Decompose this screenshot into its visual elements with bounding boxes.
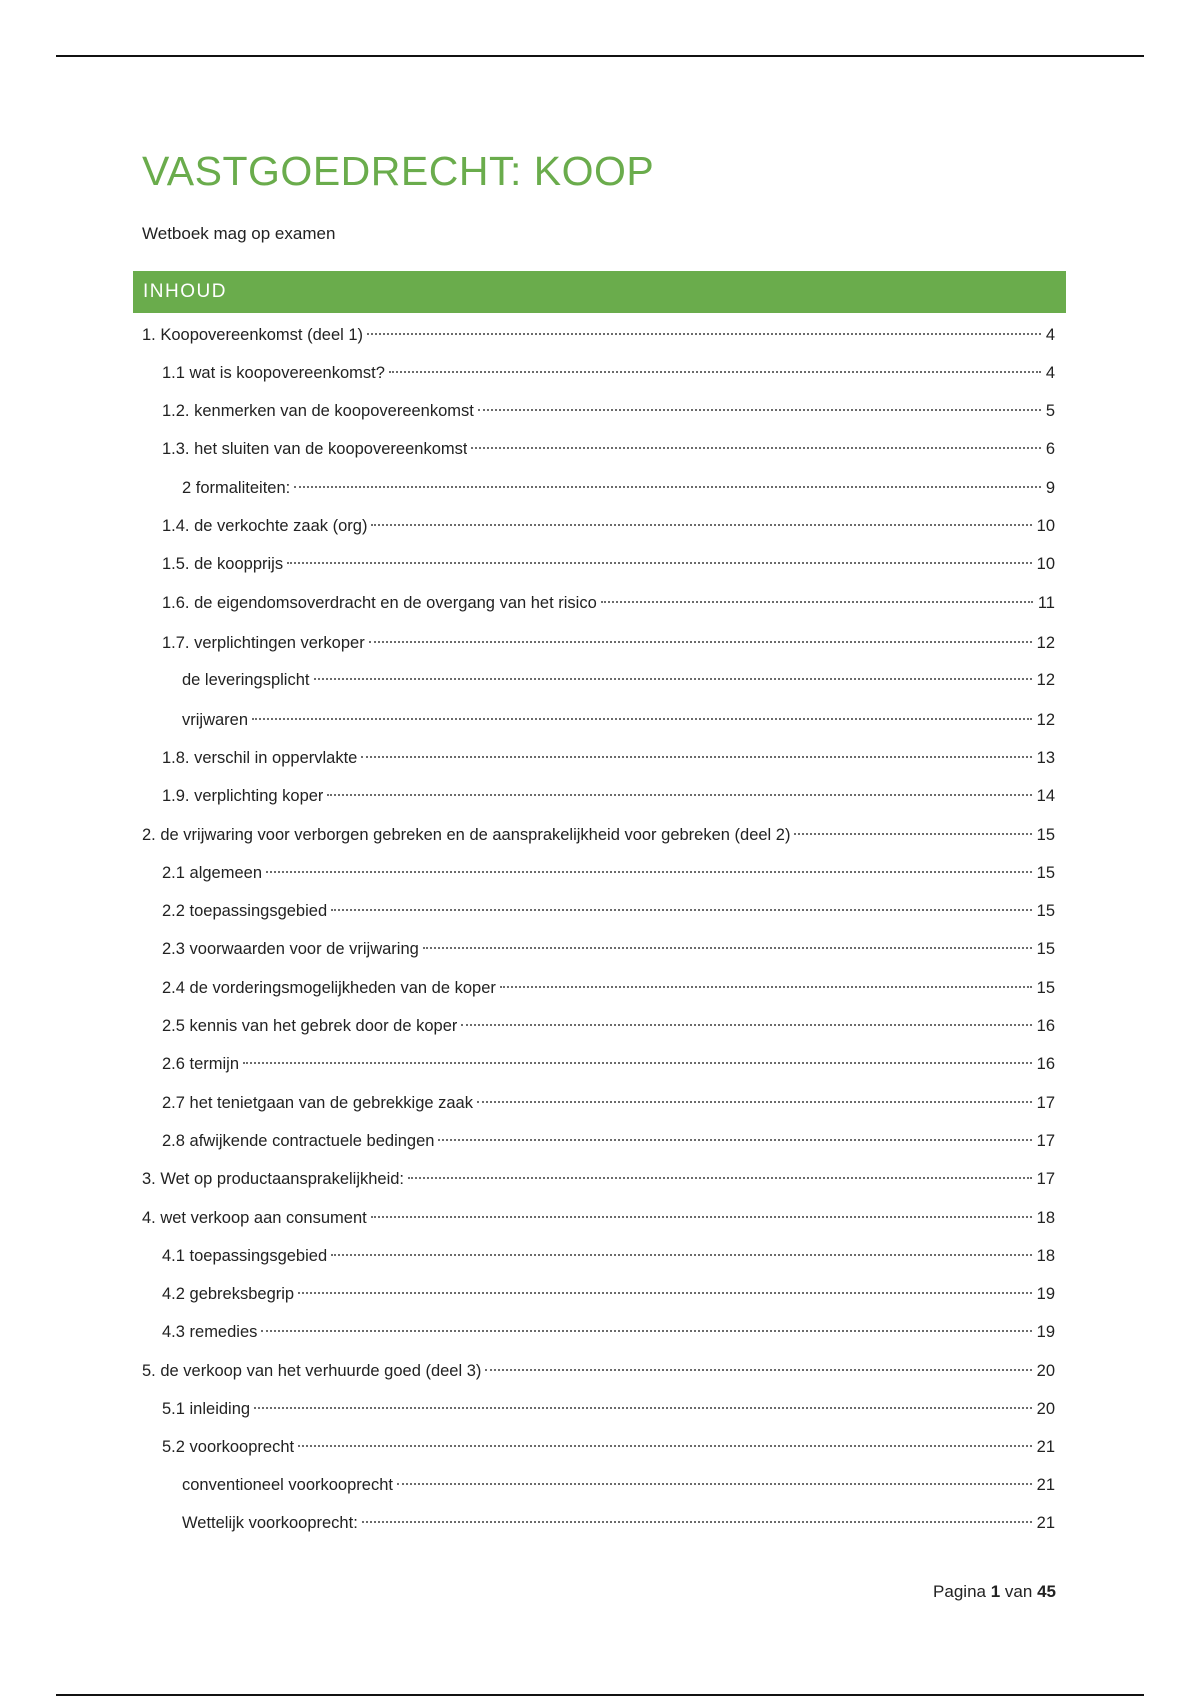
toc-entry-label: 2.6 termijn (162, 1055, 240, 1073)
toc-entry-page: 17 (1036, 1132, 1055, 1150)
toc-entry-label: 2.8 afwijkende contractuele bedingen (162, 1132, 435, 1150)
toc-entry-label: 1.8. verschil in oppervlakte (162, 749, 358, 767)
toc-dot-leader (423, 947, 1032, 949)
toc-entry-label: 2.2 toepassingsgebied (162, 902, 328, 920)
toc-dot-leader (371, 1216, 1032, 1218)
toc-dot-leader (362, 1521, 1032, 1523)
toc-dot-leader (331, 909, 1032, 911)
toc-entry-page: 17 (1036, 1094, 1055, 1112)
toc-dot-leader (478, 409, 1041, 411)
toc-entry-page: 10 (1036, 555, 1055, 573)
toc-entry-label: 2.5 kennis van het gebrek door de koper (162, 1017, 458, 1035)
toc-entry-page: 16 (1036, 1055, 1055, 1073)
toc-entry-label: 2.7 het tenietgaan van de gebrekkige zaak (162, 1094, 473, 1112)
toc-entry-page: 19 (1036, 1323, 1055, 1341)
toc-entry-label: Wettelijk voorkooprecht: (182, 1514, 358, 1532)
toc-entry-page: 9 (1045, 479, 1055, 497)
toc-dot-leader (252, 718, 1032, 720)
toc-dot-leader (367, 333, 1041, 335)
toc-dot-leader (298, 1445, 1032, 1447)
toc-entry[interactable] (162, 1319, 1055, 1345)
toc-dot-leader (243, 1062, 1032, 1064)
toc-dot-leader (294, 486, 1041, 488)
toc-entry[interactable] (162, 1434, 1055, 1460)
toc-entry-page: 4 (1045, 326, 1055, 344)
toc-entry-page: 12 (1036, 711, 1055, 729)
toc-entry-label: 1. Koopovereenkomst (deel 1) (142, 326, 364, 344)
footer-prefix: Pagina (933, 1582, 986, 1601)
toc-entry-label: 2. de vrijwaring voor verborgen gebreken en de aansprakelijkheid voor gebreken (deel 2) (142, 826, 791, 844)
toc-entry-label: 2.4 de vorderingsmogelijkheden van de koper (162, 979, 496, 997)
toc-entry-page: 6 (1045, 440, 1055, 458)
toc-entry-label: 2 formaliteiten: (182, 479, 291, 497)
toc-entry-label: 1.5. de koopprijs (162, 555, 284, 573)
toc-entry-page: 4 (1045, 364, 1055, 382)
toc-entry-label: 1.9. verplichting koper (162, 787, 324, 805)
toc-dot-leader (485, 1369, 1031, 1371)
toc-dot-leader (361, 756, 1031, 758)
toc-entry-label: conventioneel voorkooprecht (182, 1476, 393, 1494)
toc-dot-leader (314, 678, 1032, 680)
toc-entry-page: 15 (1036, 864, 1055, 882)
toc-entry-page: 15 (1036, 940, 1055, 958)
toc-entry-label: 1.4. de verkochte zaak (org) (162, 517, 368, 535)
toc-dot-leader (287, 562, 1032, 564)
toc-dot-leader (389, 371, 1041, 373)
toc-dot-leader (371, 524, 1031, 526)
footer-separator: van (1004, 1582, 1033, 1601)
toc-dot-leader (266, 871, 1032, 873)
toc-entry-page: 13 (1036, 749, 1055, 767)
toc-dot-leader (794, 833, 1031, 835)
toc-entry[interactable] (162, 551, 1055, 577)
toc-entry[interactable] (182, 1472, 1055, 1498)
toc-entry-page: 16 (1036, 1017, 1055, 1035)
toc-entry-label: 2.3 voorwaarden voor de vrijwaring (162, 940, 419, 958)
toc-entry-page: 17 (1036, 1170, 1055, 1188)
toc-entry[interactable] (162, 745, 1055, 771)
toc-entry[interactable] (182, 475, 1055, 501)
toc-entry[interactable] (162, 783, 1055, 809)
toc-entry[interactable] (162, 1243, 1055, 1269)
toc-dot-leader (254, 1407, 1032, 1409)
toc-entry[interactable] (142, 1358, 1055, 1384)
toc-entry-page: 20 (1036, 1362, 1055, 1380)
footer-total-pages: 45 (1037, 1582, 1056, 1601)
toc-entry-label: 4. wet verkoop aan consument (142, 1209, 367, 1227)
toc-entry-label: 3. Wet op productaansprakelijkheid: (142, 1170, 405, 1188)
toc-entry-page: 18 (1036, 1209, 1055, 1227)
toc-entry-label: 2.1 algemeen (162, 864, 262, 882)
toc-entry-page: 15 (1036, 979, 1055, 997)
toc-entry-label: 5.2 voorkooprecht (162, 1438, 295, 1456)
toc-entry-label: 1.2. kenmerken van de koopovereenkomst (162, 402, 474, 420)
toc-entry[interactable] (162, 936, 1055, 962)
toc-entry-label: 1.1 wat is koopovereenkomst? (162, 364, 385, 382)
toc-entry[interactable] (142, 1205, 1055, 1231)
toc-dot-leader (327, 794, 1031, 796)
toc-entry[interactable] (162, 1396, 1055, 1422)
toc-dot-leader (261, 1330, 1031, 1332)
toc-entry[interactable] (162, 860, 1055, 886)
toc-entry[interactable] (162, 630, 1055, 656)
toc-entry-page: 10 (1036, 517, 1055, 535)
toc-entry[interactable] (162, 513, 1055, 539)
toc-entry[interactable] (142, 1166, 1055, 1192)
document-title: VASTGOEDRECHT: KOOP (142, 148, 655, 194)
toc-entry-label: 1.6. de eigendomsoverdracht en de overgang van het risico (162, 594, 597, 612)
toc-dot-leader (500, 986, 1032, 988)
toc-entry[interactable] (162, 1281, 1055, 1307)
toc-dot-leader (471, 447, 1040, 449)
toc-dot-leader (397, 1483, 1032, 1485)
toc-entry-page: 19 (1036, 1285, 1055, 1303)
toc-entry[interactable] (182, 667, 1055, 693)
toc-entry[interactable] (162, 898, 1055, 924)
toc-entry[interactable] (162, 360, 1055, 386)
toc-entry-page: 21 (1036, 1514, 1055, 1532)
toc-entry-page: 18 (1036, 1247, 1055, 1265)
toc-entry[interactable] (162, 1090, 1055, 1116)
toc-dot-leader (477, 1101, 1032, 1103)
toc-entry[interactable] (162, 436, 1055, 462)
header-rule (56, 55, 1144, 57)
toc-entry-page: 20 (1036, 1400, 1055, 1418)
toc-entry[interactable] (162, 1128, 1055, 1154)
toc-entry-label: vrijwaren (182, 711, 249, 729)
toc-entry[interactable] (142, 322, 1055, 348)
toc-entry-page: 12 (1036, 634, 1055, 652)
document-subtitle: Wetboek mag op examen (142, 224, 336, 243)
toc-entry[interactable] (162, 590, 1055, 616)
footer-current-page: 1 (990, 1582, 1001, 1601)
toc-dot-leader (601, 601, 1033, 603)
toc-entry-page: 12 (1036, 671, 1055, 689)
toc-dot-leader (408, 1177, 1032, 1179)
toc-entry-label: de leveringsplicht (182, 671, 310, 689)
toc-entry-page: 15 (1036, 826, 1055, 844)
toc-entry-label: 4.2 gebreksbegrip (162, 1285, 295, 1303)
toc-entry[interactable] (162, 1051, 1055, 1077)
toc-entry-label: 1.7. verplichtingen verkoper (162, 634, 365, 652)
toc-entry[interactable] (162, 398, 1055, 424)
toc-entry[interactable] (182, 707, 1055, 733)
toc-entry-page: 14 (1036, 787, 1055, 805)
toc-entry-label: 5.1 inleiding (162, 1400, 251, 1418)
toc-entry[interactable] (142, 822, 1055, 848)
toc-entry-page: 11 (1037, 594, 1055, 612)
toc-entry-page: 5 (1045, 402, 1055, 420)
toc-heading: INHOUD (133, 271, 1066, 313)
toc-dot-leader (331, 1254, 1032, 1256)
toc-entry[interactable] (162, 975, 1055, 1001)
toc-entry-label: 1.3. het sluiten van de koopovereenkomst (162, 440, 468, 458)
toc-dot-leader (369, 641, 1032, 643)
toc-entry-page: 15 (1036, 902, 1055, 920)
footer-rule (56, 1694, 1144, 1696)
toc-entry-page: 21 (1036, 1438, 1055, 1456)
toc-entry-label: 4.1 toepassingsgebied (162, 1247, 328, 1265)
toc-entry-label: 5. de verkoop van het verhuurde goed (deel 3) (142, 1362, 482, 1380)
toc-dot-leader (461, 1024, 1031, 1026)
toc-entry-page: 21 (1036, 1476, 1055, 1494)
toc-dot-leader (298, 1292, 1032, 1294)
toc-entry-label: 4.3 remedies (162, 1323, 258, 1341)
toc-dot-leader (438, 1139, 1031, 1141)
page-footer (933, 1580, 1056, 1604)
toc-entry[interactable] (162, 1013, 1055, 1039)
toc-entry[interactable] (182, 1510, 1055, 1536)
